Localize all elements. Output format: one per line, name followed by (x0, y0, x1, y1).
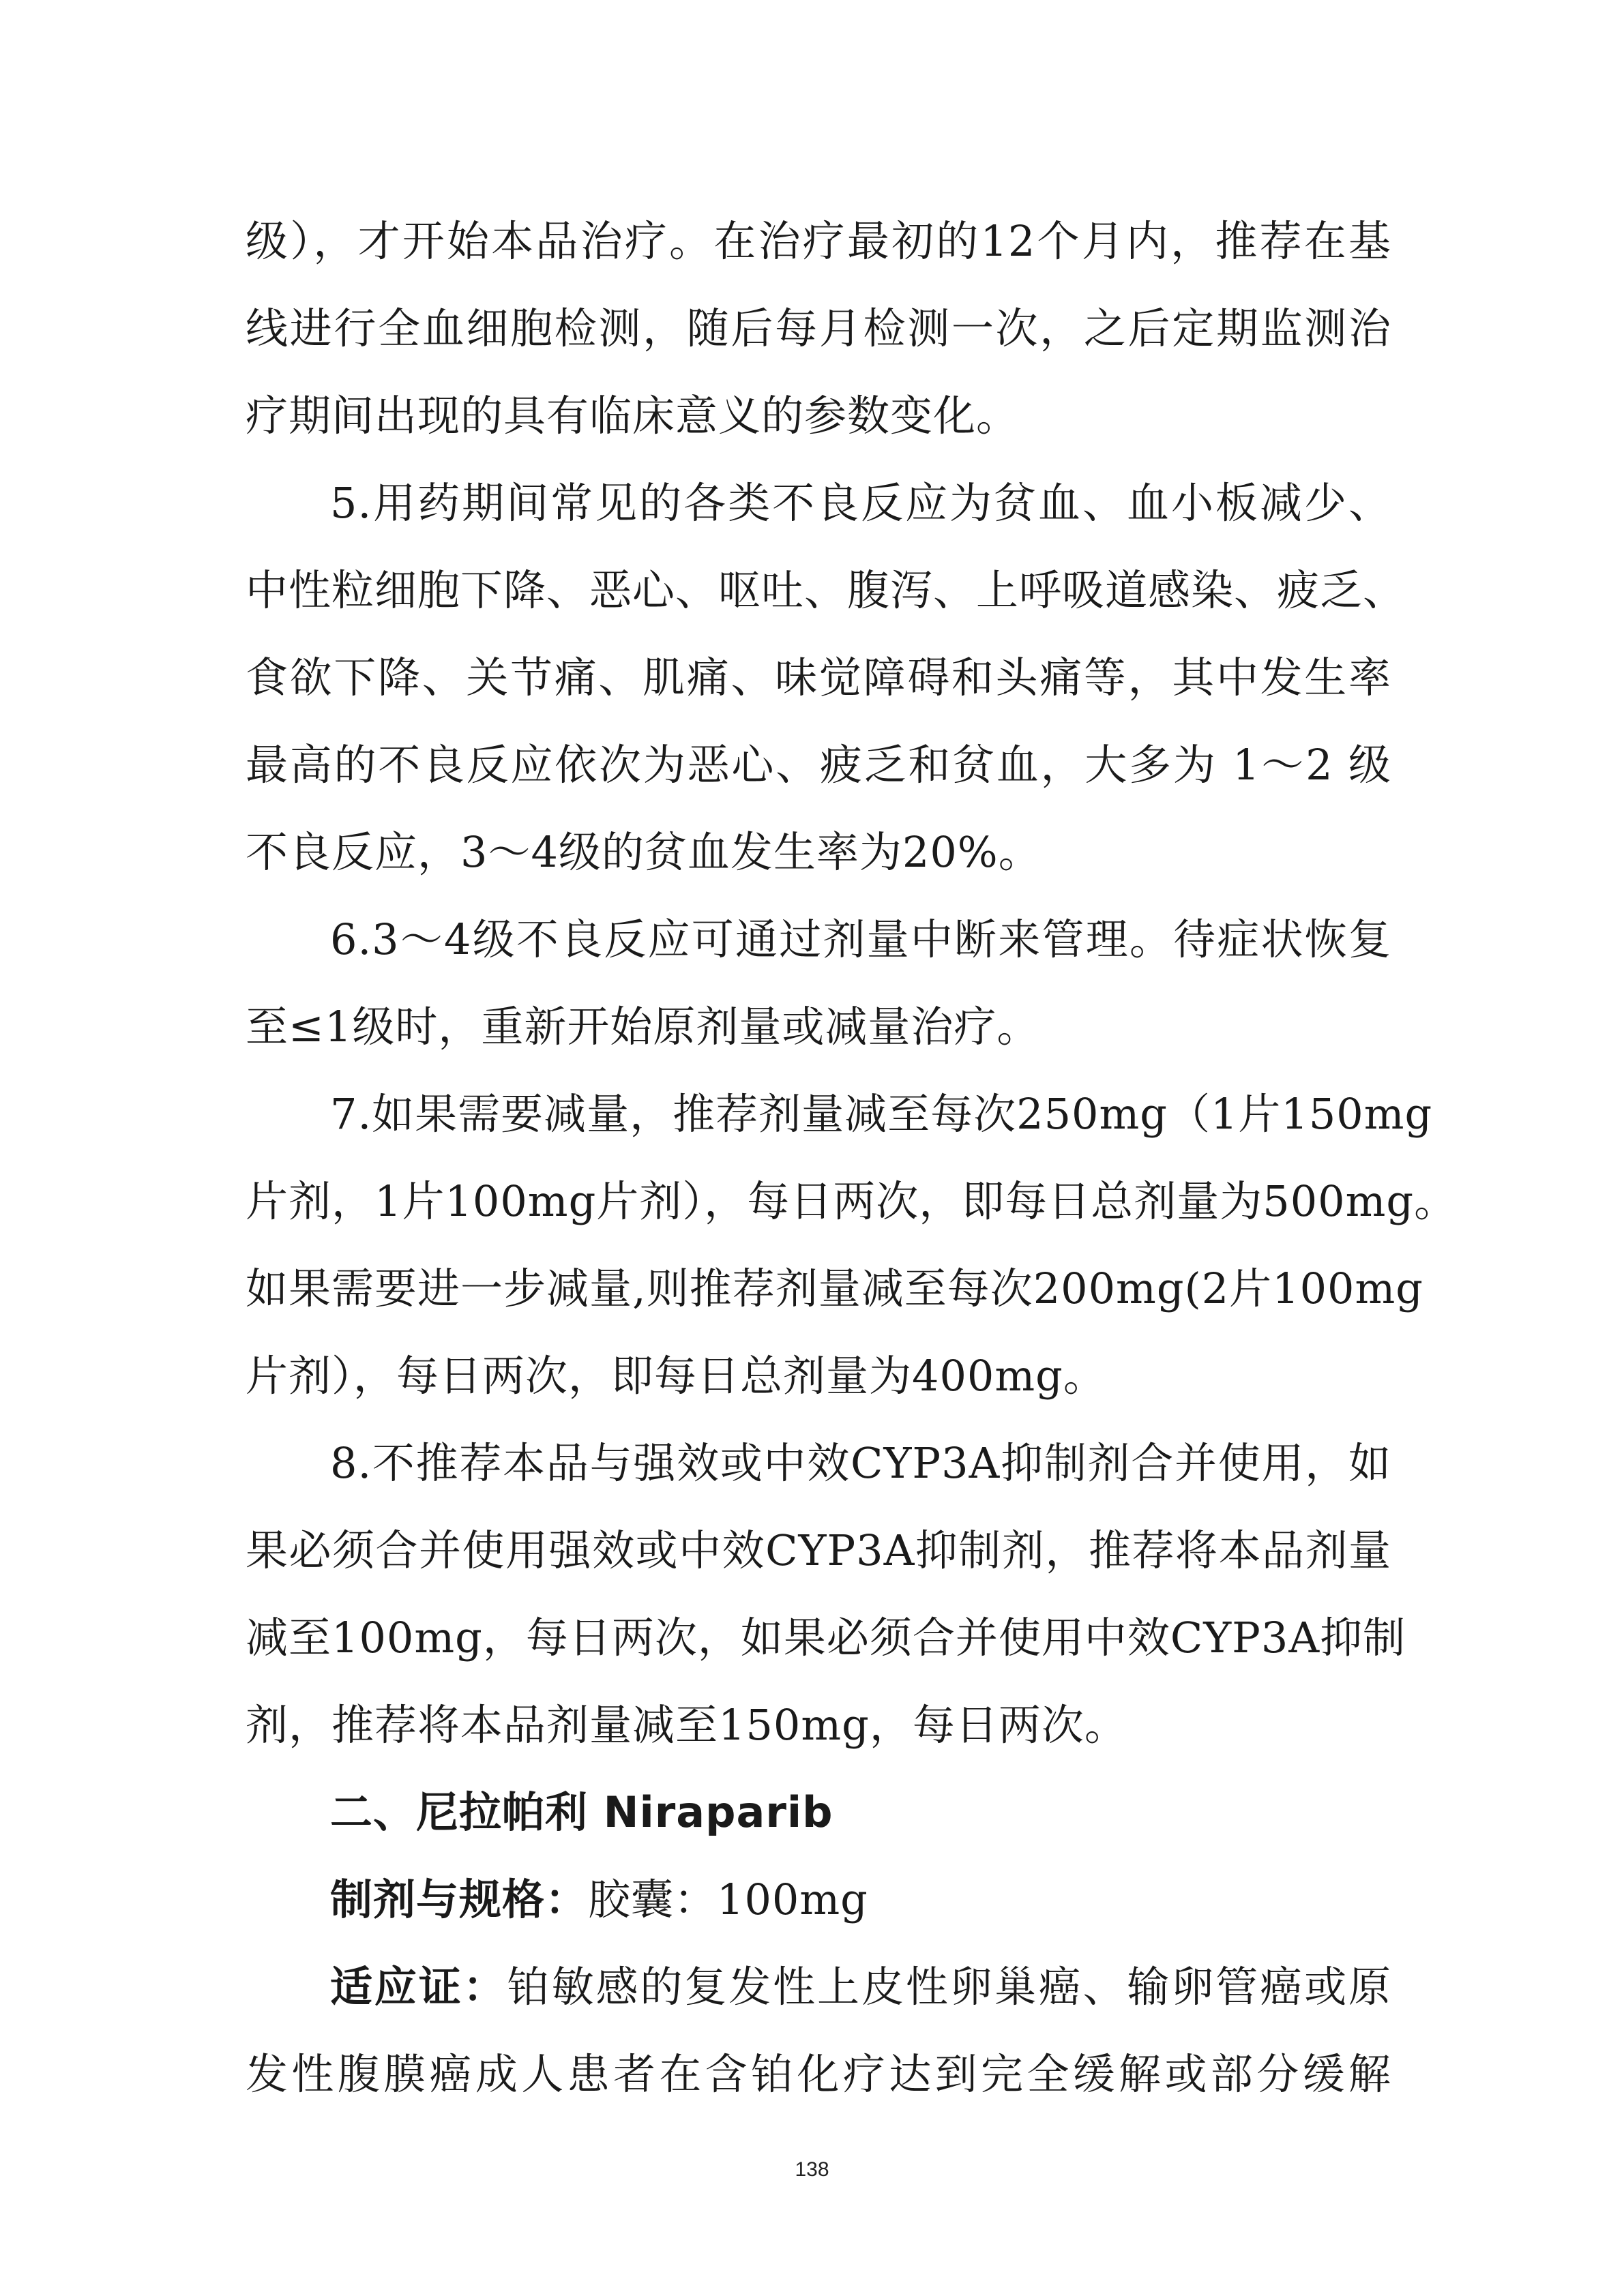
text-line: 中性粒细胞下降、恶心、呕吐、腹泻、上呼吸道感染、疲乏、 (246, 565, 1406, 615)
text-line: 线进行全血细胞检测，随后每月检测一次，之后定期监测治 (246, 303, 1391, 353)
text-line: 至≤1级时，重新开始原剂量或减量治疗。 (246, 1002, 1040, 1052)
text-line: 如果需要进一步减量,则推荐剂量减至每次200mg(2片100mg (246, 1264, 1423, 1313)
text-line: 不良反应，3～4级的贫血发生率为20%。 (246, 827, 1042, 877)
paragraph-item-7 (246, 1071, 1458, 1420)
text-line: 7.如果需要减量，推荐剂量减至每次250mg（1片150mg (330, 1089, 1433, 1139)
paragraph-item-8 (246, 1420, 1406, 1769)
formulation-value: 胶囊：100mg (588, 1875, 868, 1924)
formulation-line (246, 1856, 1391, 1943)
indication-line (246, 1943, 1391, 2031)
text-line: 片剂，1片100mg片剂），每日两次，即每日总剂量为500mg。 (246, 1176, 1458, 1226)
paragraph-item-6 (246, 896, 1391, 1071)
text-line: 剂，推荐将本品剂量减至150mg，每日两次。 (246, 1700, 1127, 1750)
formulation-label: 制剂与规格： (330, 1875, 589, 1924)
text-line: 食欲下降、关节痛、肌痛、味觉障碍和头痛等，其中发生率 (246, 653, 1391, 702)
text-line: 减至100mg，每日两次，如果必须合并使用中效CYP3A抑制 (246, 1613, 1406, 1663)
text-line: 5.用药期间常见的各类不良反应为贫血、血小板减少、 (330, 478, 1391, 528)
page-number: 138 (795, 2158, 829, 2181)
text-line: 8.不推荐本品与强效或中效CYP3A抑制剂合并使用，如 (330, 1438, 1391, 1488)
indication-label: 适应证： (330, 1962, 507, 2012)
text-line: 6.3～4级不良反应可通过剂量中断来管理。待症状恢复 (330, 914, 1391, 964)
text-line: 果必须合并使用强效或中效CYP3A抑制剂，推荐将本品剂量 (246, 1525, 1391, 1575)
text-line: 疗期间出现的具有临床意义的参数变化。 (246, 391, 1020, 441)
text-line: 最高的不良反应依次为恶心、疲乏和贫血，大多为 1～2 级 (246, 740, 1391, 790)
text-line: 级），才开始本品治疗。在治疗最初的12个月内，推荐在基 (246, 216, 1391, 266)
indication-text: 铂敏感的复发性上皮性卵巢癌、输卵管癌或原 (507, 1962, 1391, 2012)
section-heading: 二、尼拉帕利 Niraparib (330, 1787, 833, 1837)
paragraph-continuation (246, 198, 1391, 460)
document-body (246, 198, 1458, 2118)
paragraph-item-5 (246, 460, 1406, 896)
text-line: 发性腹膜癌成人患者在含铂化疗达到完全缓解或部分缓解 (246, 2049, 1391, 2099)
text-line: 片剂），每日两次，即每日总剂量为400mg。 (246, 1351, 1106, 1401)
indication-paragraph (246, 1943, 1391, 2118)
